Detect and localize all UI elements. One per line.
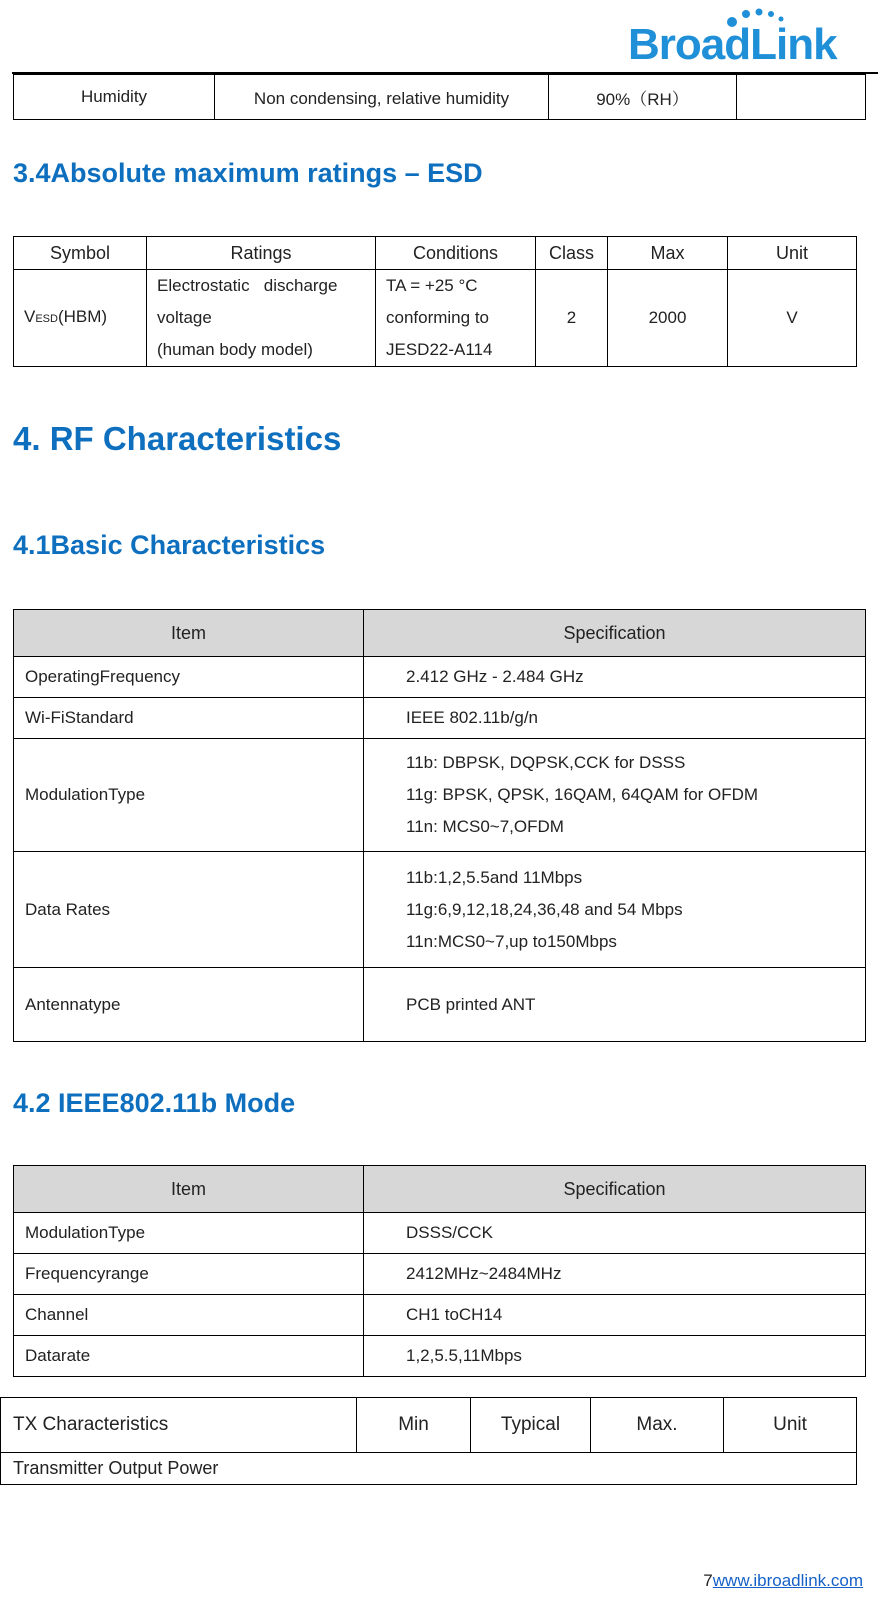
humidity-table — [13, 74, 866, 120]
section-title-rf: 4. RF Characteristics — [13, 420, 342, 457]
table-row — [14, 739, 866, 852]
esd-ratings: Electrostatic discharge voltage (human body model) — [147, 270, 376, 367]
item-cell: ModulationType — [14, 739, 364, 852]
col-header-specification: Specification — [364, 1166, 866, 1213]
table-row — [14, 270, 857, 367]
item-cell: Wi-FiStandard — [14, 698, 364, 739]
esd-table — [13, 236, 857, 367]
page-footer — [703, 1571, 863, 1591]
ieee80211b-table — [13, 1165, 866, 1377]
humidity-condition: Non condensing, relative humidity — [215, 75, 549, 120]
esd-max: 2000 — [608, 270, 728, 367]
spec-cell: 2.412 GHz - 2.484 GHz — [364, 657, 866, 698]
item-cell: Channel — [14, 1295, 364, 1336]
col-header-max: Max — [608, 237, 728, 270]
col-header-ratings: Ratings — [147, 237, 376, 270]
col-header-tx: TX Characteristics — [1, 1398, 357, 1453]
spec-cell: 1,2,5.5,11Mbps — [364, 1336, 866, 1377]
website-link[interactable]: www.ibroadlink.com — [712, 1571, 863, 1590]
esd-conditions: TA = +25 °C conforming to JESD22-A114 — [376, 270, 536, 367]
col-header-class: Class — [536, 237, 608, 270]
spec-cell: 11b:1,2,5.5and 11Mbps 11g:6,9,12,18,24,36,48 and 54 Mbps 11n:MCS0~7,up to150Mbps — [364, 852, 866, 968]
esd-symbol: VESD(HBM) — [14, 270, 147, 367]
col-header-item: Item — [14, 1166, 364, 1213]
table-row — [14, 698, 866, 739]
table-row — [14, 75, 866, 120]
col-header-min: Min — [357, 1398, 471, 1453]
esd-unit: V — [728, 270, 857, 367]
table-row — [14, 657, 866, 698]
item-cell: Data Rates — [14, 852, 364, 968]
humidity-value: 90%（RH） — [549, 75, 737, 120]
section-title-basic: 4.1Basic Characteristics — [13, 530, 326, 560]
table-row — [14, 1295, 866, 1336]
table-header-row — [14, 610, 866, 657]
table-row — [14, 1254, 866, 1295]
col-header-item: Item — [14, 610, 364, 657]
col-header-max: Max. — [591, 1398, 724, 1453]
item-cell: OperatingFrequency — [14, 657, 364, 698]
spec-cell: 2412MHz~2484MHz — [364, 1254, 866, 1295]
col-header-unit: Unit — [728, 237, 857, 270]
humidity-param: Humidity — [14, 75, 215, 120]
item-cell: Frequencyrange — [14, 1254, 364, 1295]
item-cell: Datarate — [14, 1336, 364, 1377]
tx-output-power-row: Transmitter Output Power — [1, 1453, 857, 1485]
table-row — [14, 1336, 866, 1377]
table-header-row — [14, 237, 857, 270]
spec-cell: DSSS/CCK — [364, 1213, 866, 1254]
spec-cell: CH1 toCH14 — [364, 1295, 866, 1336]
table-row — [14, 1213, 866, 1254]
basic-characteristics-table — [13, 609, 866, 1042]
col-header-specification: Specification — [364, 610, 866, 657]
section-title-11b: 4.2 IEEE802.11b Mode — [13, 1088, 296, 1118]
table-row — [1, 1453, 857, 1485]
col-header-symbol: Symbol — [14, 237, 147, 270]
table-row — [14, 852, 866, 968]
table-row — [14, 968, 866, 1042]
spec-cell: PCB printed ANT — [364, 968, 866, 1042]
logo-text: BroadLink — [628, 20, 837, 69]
table-header-row — [14, 1166, 866, 1213]
section-title-esd: 3.4Absolute maximum ratings – ESD — [13, 158, 483, 188]
humidity-extra — [737, 75, 866, 120]
table-header-row — [1, 1398, 857, 1453]
col-header-typical: Typical — [471, 1398, 591, 1453]
item-cell: ModulationType — [14, 1213, 364, 1254]
broadlink-logo — [628, 8, 872, 70]
spec-cell: 11b: DBPSK, DQPSK,CCK for DSSS 11g: BPSK, QPSK, 16QAM, 64QAM for OFDM 11n: MCS0~7,OFDM — [364, 739, 866, 852]
page-number: 7 — [703, 1571, 713, 1590]
esd-class: 2 — [536, 270, 608, 367]
item-cell: Antennatype — [14, 968, 364, 1042]
spec-cell: IEEE 802.11b/g/n — [364, 698, 866, 739]
col-header-conditions: Conditions — [376, 237, 536, 270]
tx-characteristics-table — [0, 1397, 857, 1485]
col-header-unit: Unit — [724, 1398, 857, 1453]
